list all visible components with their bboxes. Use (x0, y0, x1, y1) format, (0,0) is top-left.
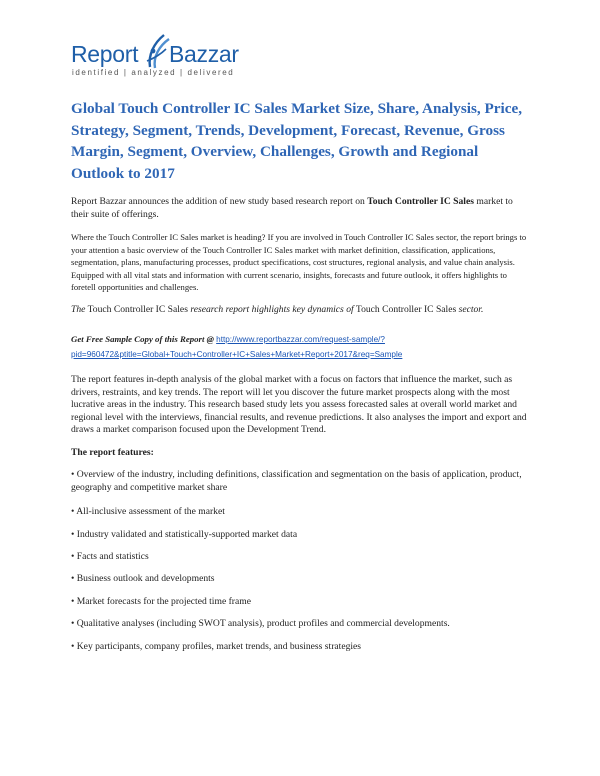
logo-tagline: identified | analyzed | delivered (72, 68, 235, 77)
sample-link-line1[interactable]: http://www.reportbazzar.com/request-sample/? (216, 335, 385, 344)
logo-word-bazzar: Bazzar (169, 41, 239, 67)
highlight-paragraph (71, 304, 531, 317)
highlight-part1: The (71, 304, 86, 315)
list-item: • Market forecasts for the projected time frame (71, 596, 251, 607)
list-item: • Key participants, company profiles, market trends, and business strategies (71, 641, 362, 652)
intro-paragraph (71, 196, 531, 221)
where-paragraph: Where the Touch Controller IC Sales market is heading? If you are involved in Touch Controller IC Sales sector, the report brings to your attention a basic overview of the Touch Controller IC Sales market with market definition, classification, applications, segmentation, plans, manufacturing processes, product specifications, cost structures, regional analysis, and value chain analysis. Equipped with all vital stats and information with current scenario, insights, forecasts and future outlook, it offers highlights to foretell opportunities and challenges. (71, 232, 527, 293)
sample-label: Get Free Sample Copy of this Report @ (71, 334, 217, 344)
intro-bold: Touch Controller IC Sales (367, 196, 474, 207)
highlight-part3: research report highlights key dynamics of (190, 304, 354, 315)
report-features-heading: The report features: (71, 447, 154, 458)
intro-post: market to their suite of offerings. (71, 196, 513, 220)
list-item: • Facts and statistics (71, 551, 149, 562)
intro-pre: Report Bazzar announces the addition of new study based research report on (71, 196, 368, 207)
list-item: • Business outlook and developments (71, 573, 215, 584)
list-item: • Overview of the industry, including definitions, classification and segmentation on the basis of application, product, geography and competitive market share (71, 469, 522, 493)
list-item: • Qualitative analyses (including SWOT analysis), product profiles and commercial developments. (71, 618, 450, 629)
sample-paragraph (71, 332, 531, 362)
features-paragraph: The report features in-depth analysis of the global market with a focus on factors that influence the market, such as drivers, restraints, and key trends. The report will let you discover the future market prospects along with the most lucrative areas in the industry. This research based study lets you assess forecasted sales at overall world market and regional level with the interviews, financial results, and revenue predictions. It also analyses the import and export and draws a market comparison focused upon the Development Trend. (71, 374, 527, 435)
highlight-part4: Touch Controller IC Sales (353, 304, 459, 315)
sample-link-line2[interactable]: pid=960472&ptitle=Global+Touch+Controller+IC+Sales+Market+Report+2017&req=Sample (71, 350, 403, 359)
list-item: • Industry validated and statistically-supported market data (71, 529, 298, 540)
logo-word-report: Report (71, 41, 139, 67)
highlight-part5: sector. (458, 304, 484, 315)
report-bazzar-logo[interactable] (71, 33, 261, 81)
logo-mark-icon (144, 33, 172, 73)
highlight-part2: Touch Controller IC Sales (85, 304, 191, 315)
report-title: Global Touch Controller IC Sales Market Size, Share, Analysis, Price, Strategy, Segment, Trends, Development, Forecast, Revenue, Gross Margin, Segment, Overview, Challenges, Growth and Regional Outlook to 2017 (71, 100, 522, 182)
list-item: • All-inclusive assessment of the market (71, 506, 225, 517)
